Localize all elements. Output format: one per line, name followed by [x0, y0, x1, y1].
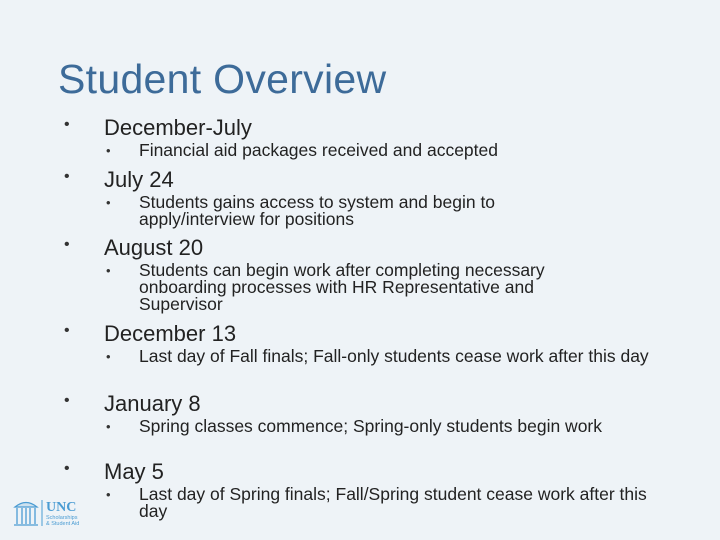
sub-bullet-icon: •	[106, 143, 111, 158]
item-heading: July 24	[104, 167, 174, 192]
item-detail: Students can begin work after completing necessary onboarding processes with HR Representative and Supervisor	[139, 260, 545, 314]
bullet-icon: •	[64, 460, 70, 477]
bullet-icon: •	[64, 322, 70, 339]
item-detail: Students gains access to system and begin to apply/interview for positions	[139, 192, 496, 229]
item-heading: December 13	[104, 321, 237, 346]
bullet-icon: •	[64, 168, 70, 185]
slide-title: Student Overview	[58, 56, 387, 102]
bullet-icon: •	[64, 236, 70, 253]
bullet-icon: •	[64, 116, 70, 133]
bullet-icon: •	[64, 392, 70, 409]
sub-bullet-icon: •	[106, 349, 111, 364]
logo-subtext-2: & Student Aid	[46, 521, 80, 527]
sub-bullet-icon: •	[106, 195, 111, 210]
sub-bullet-icon: •	[106, 263, 111, 278]
item-detail: Spring classes commence; Spring-only students begin work	[139, 416, 602, 436]
unc-logo	[12, 496, 92, 528]
sub-bullet-icon: •	[106, 419, 111, 434]
logo-text: UNC	[46, 500, 77, 515]
item-heading: May 5	[104, 459, 164, 484]
sub-bullet-icon: •	[106, 487, 111, 502]
item-heading: January 8	[104, 391, 201, 416]
item-detail: Last day of Spring finals; Fall/Spring student cease work after this day	[139, 484, 647, 521]
logo-subtext-1: Scholarships	[46, 515, 78, 521]
item-detail: Last day of Fall finals; Fall-only students cease work after this day	[139, 346, 649, 366]
item-detail: Financial aid packages received and accepted	[139, 140, 498, 160]
item-heading: December-July	[104, 115, 252, 140]
item-heading: August 20	[104, 235, 204, 260]
